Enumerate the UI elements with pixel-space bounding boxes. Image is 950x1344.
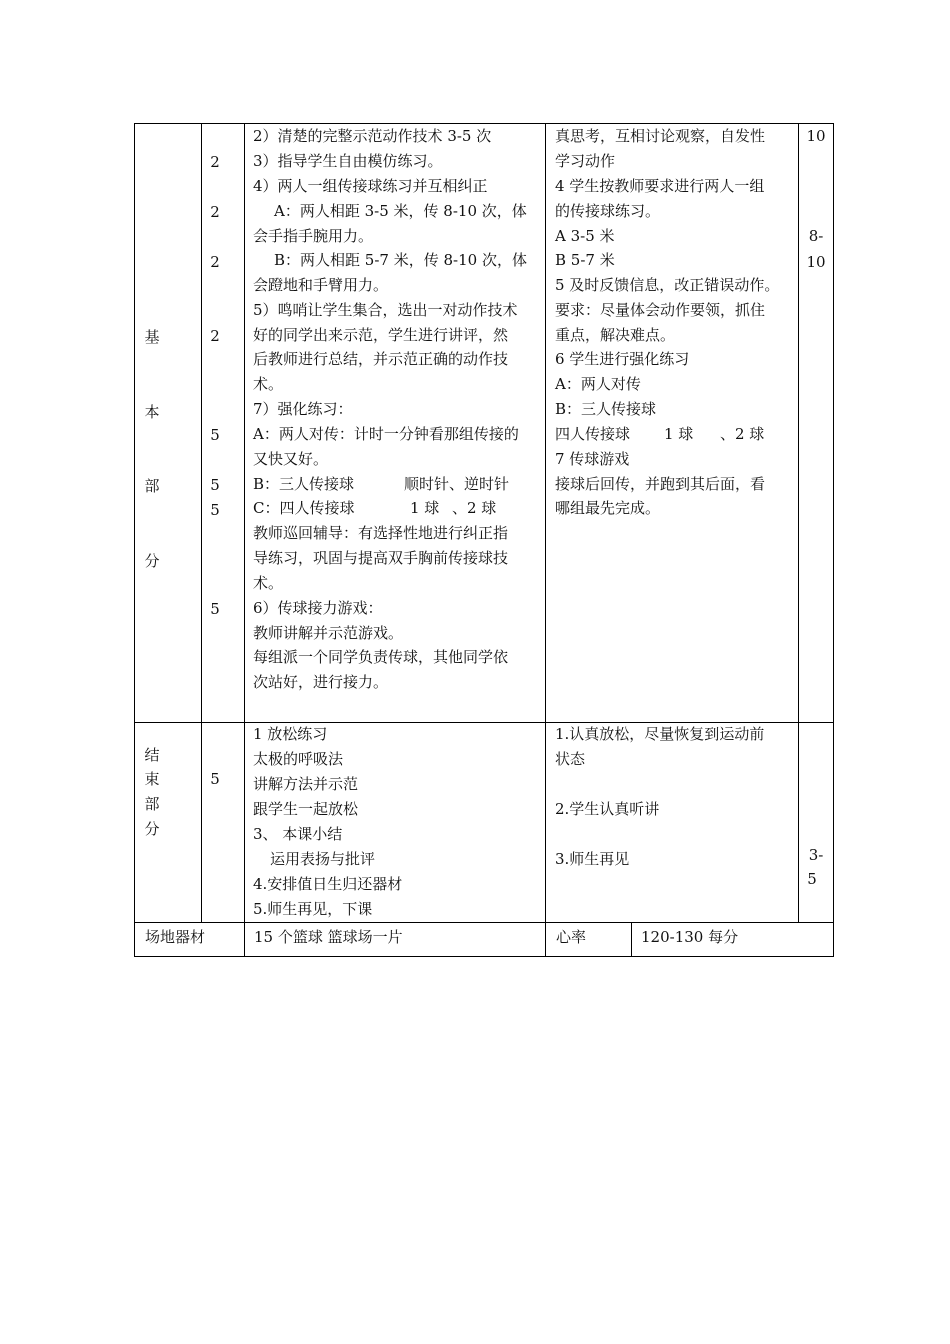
- teacher-line: 4）两人一组传接球练习并互相纠正: [253, 177, 488, 195]
- student-line: 4 学生按教师要求进行两人一组: [555, 177, 765, 195]
- time-value: 5: [210, 426, 220, 444]
- teacher-line: 次站好，进行接力。: [253, 673, 389, 691]
- teacher-line: 术。: [253, 574, 284, 592]
- section-title-char: 部: [144, 795, 160, 813]
- teacher-line: 会手指手腕用力。: [253, 227, 374, 245]
- teacher-line: A：两人相距 3-5 米，传 8-10 次，体: [274, 202, 527, 220]
- section-title-char: 分: [144, 820, 160, 838]
- teacher-line: 7）强化练习：: [253, 400, 353, 418]
- student-line: 7 传球游戏: [555, 450, 630, 468]
- teacher-line: 5.师生再见，下课: [253, 900, 373, 918]
- teacher-line: 1 放松练习: [253, 725, 328, 743]
- teacher-line: 每组派一个同学负责传球，其他同学依: [253, 648, 509, 666]
- section-title-char: 部: [144, 477, 160, 495]
- teacher-line: 导练习，巩固与提高双手胸前传接球技: [253, 549, 509, 567]
- teacher-line: 3）指导学生自由模仿练习。: [253, 152, 443, 170]
- student-line: 3.师生再见: [555, 850, 630, 868]
- section-title-char: 束: [144, 770, 160, 788]
- time-value: 5: [210, 476, 220, 494]
- student-line: 学习动作: [555, 152, 616, 170]
- density-value: 10: [806, 127, 826, 145]
- density-value: 8-: [808, 227, 824, 245]
- teacher-line: 4.安排值日生归还器材: [253, 875, 403, 893]
- student-line: 、2 球: [720, 425, 765, 443]
- teacher-line: 1 球: [410, 499, 440, 517]
- heart-rate-value: 120-130 每分: [641, 928, 739, 946]
- student-line: 的传接球练习。: [555, 202, 661, 220]
- teacher-line: 5）鸣哨让学生集合，选出一对动作技术: [253, 301, 518, 319]
- student-line: 6 学生进行强化练习: [555, 350, 690, 368]
- density-value: 10: [806, 253, 826, 271]
- teacher-line: C：四人传接球: [253, 499, 355, 517]
- time-value: 2: [210, 153, 220, 171]
- student-line: 要求：尽量体会动作要领，抓住: [555, 301, 766, 319]
- time-value: 5: [210, 770, 220, 788]
- time-value: 2: [210, 203, 220, 221]
- density-value: 5: [807, 870, 817, 888]
- student-line: B：三人传接球: [555, 400, 657, 418]
- section-title-char: 分: [144, 552, 160, 570]
- teacher-line: 3、 本课小结: [253, 825, 343, 843]
- teacher-line: 2）清楚的完整示范动作技术 3-5 次: [253, 127, 492, 145]
- teacher-line: 讲解方法并示范: [253, 775, 359, 793]
- student-line: 真思考，互相讨论观察，自发性: [555, 127, 766, 145]
- teacher-line: B：两人相距 5-7 米，传 8-10 次，体: [274, 251, 527, 269]
- student-line: 重点，解决难点。: [555, 326, 676, 344]
- teacher-line: 运用表扬与批评: [270, 850, 376, 868]
- density-value: 3-: [808, 846, 824, 864]
- student-line: 哪组最先完成。: [555, 499, 661, 517]
- section-title-char: 基: [144, 328, 160, 346]
- student-line: A：两人对传: [555, 375, 641, 393]
- teacher-line: 好的同学出来示范，学生进行讲评，然: [253, 326, 509, 344]
- time-value: 2: [210, 327, 220, 345]
- teacher-line: 太极的呼吸法: [253, 750, 344, 768]
- student-line: 四人传接球: [555, 425, 631, 443]
- teacher-line: 6）传球接力游戏：: [253, 599, 383, 617]
- teacher-line: 教师巡回辅导：有选择性地进行纠正指: [253, 524, 509, 542]
- time-value: 5: [210, 501, 220, 519]
- time-value: 5: [210, 600, 220, 618]
- teacher-line: B：三人传接球: [253, 475, 355, 493]
- student-line: 1 球: [664, 425, 694, 443]
- venue-label: 场地器材: [145, 928, 206, 946]
- student-line: 2.学生认真听讲: [555, 800, 660, 818]
- student-line: 5 及时反馈信息，改正错误动作。: [555, 276, 780, 294]
- student-line: 1.认真放松，尽量恢复到运动前: [555, 725, 765, 743]
- student-line: B 5-7 米: [555, 251, 615, 269]
- venue-value: 15 个篮球 篮球场一片: [254, 928, 403, 946]
- student-line: 接球后回传，并跑到其后面，看: [555, 475, 766, 493]
- teacher-line: 会蹬地和手臂用力。: [253, 276, 389, 294]
- teacher-line: 后教师进行总结，并示范正确的动作技: [253, 350, 509, 368]
- heart-rate-label: 心率: [556, 928, 587, 946]
- teacher-line: 跟学生一起放松: [253, 800, 359, 818]
- teacher-line: A：两人对传：计时一分钟看那组传接的: [253, 425, 519, 443]
- student-line: A 3-5 米: [555, 227, 615, 245]
- section-title-char: 结: [144, 746, 160, 764]
- teacher-line: 术。: [253, 375, 284, 393]
- time-value: 2: [210, 253, 220, 271]
- teacher-line: 又快又好。: [253, 450, 329, 468]
- student-line: 状态: [555, 750, 586, 768]
- section-title-char: 本: [144, 403, 160, 421]
- teacher-line: 顺时针、逆时针: [404, 475, 510, 493]
- teacher-line: 教师讲解并示范游戏。: [253, 624, 404, 642]
- teacher-line: 、2 球: [452, 499, 497, 517]
